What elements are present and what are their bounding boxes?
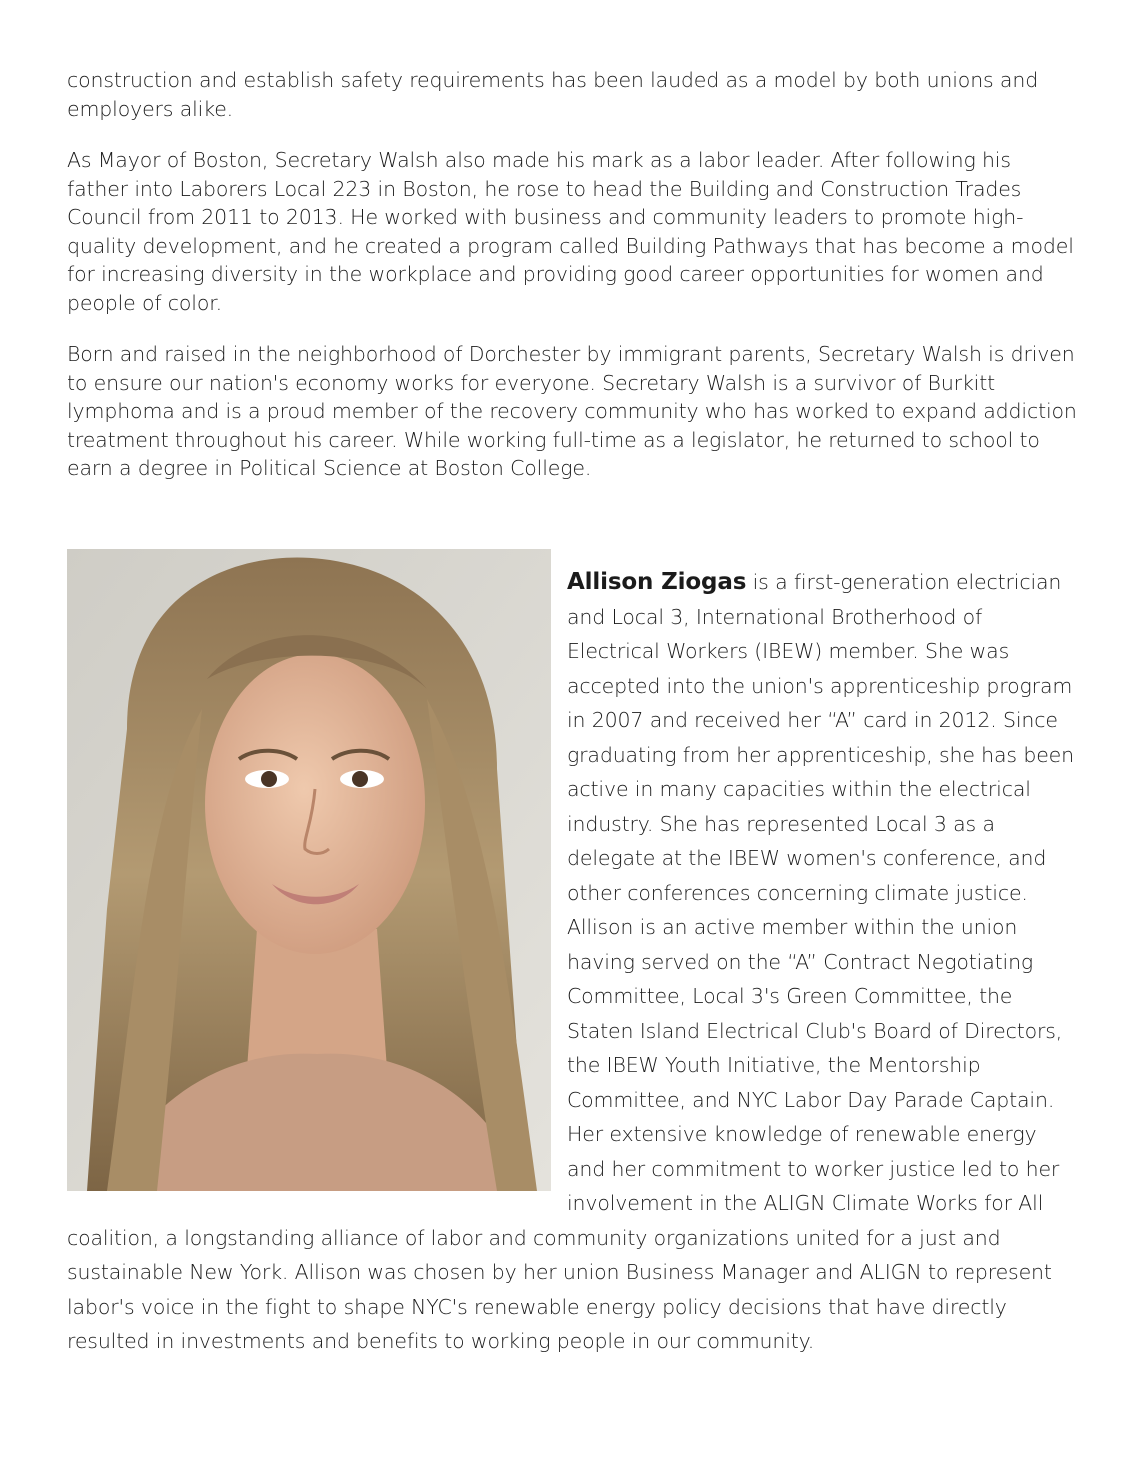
bio-name: Allison Ziogas	[567, 569, 747, 595]
paragraph-labor-leader: As Mayor of Boston, Secretary Walsh also made his mark as a labor leader. After following his father into Laborers Local 223 in Boston, he rose to head the Building and Construction Trades Council from 2011 to 2013. He worked with business and community leaders to promote high-quality development, and he created a program called Building Pathways that has become a model for increasing diversity in the workplace and providing good career opportunities for women and people of color.	[67, 148, 1074, 315]
bio-body: is a first-generation electrician and Local 3, International Brotherhood of Electrical Workers (IBEW) member. She was accepted into the union's apprenticeship program in 2007 and received her “A” card in 2012. Since graduating from her apprenticeship, she has been active in many capacities within the electrical industry. She has represented Local 3 as a delegate at the IBEW women's conference, and other conferences concerning climate justice. Allison is an active member within the union having served on the “A” Contract Negotiating Committee, Local 3's Green Committee, the Staten Island Electrical Club's Board of Directors, the IBEW Youth Initiative, the Mentorship Committee, and NYC Labor Day Parade Captain. Her extensive knowledge of renewable energy and her commitment to worker justice led to her involvement in the ALIGN Climate Works for All coalition, a longstanding alliance of labor and community organizations united for a just and sustainable New York. Allison was chosen by her union Business Manager and ALIGN to represent labor's voice in the fight to shape NYC's renewable energy policy decisions that have directly resulted in investments and benefits to working people in our community.	[67, 570, 1074, 1353]
paragraph-safety: construction and establish safety requirements has been lauded as a model by both unions and employers alike.	[67, 68, 1039, 121]
paragraph-background: Born and raised in the neighborhood of Dorchester by immigrant parents, Secretary Walsh is driven to ensure our nation's economy works for everyone. Secretary Walsh is a survivor of Burkitt lymphoma and is a proud member of the recovery community who has worked to expand addiction treatment throughout his career. While working full-time as a legislator, he returned to school to earn a degree in Political Science at Boston College.	[67, 342, 1077, 480]
bio-section	[67, 549, 1077, 1359]
portrait-photo-icon	[67, 549, 551, 1191]
